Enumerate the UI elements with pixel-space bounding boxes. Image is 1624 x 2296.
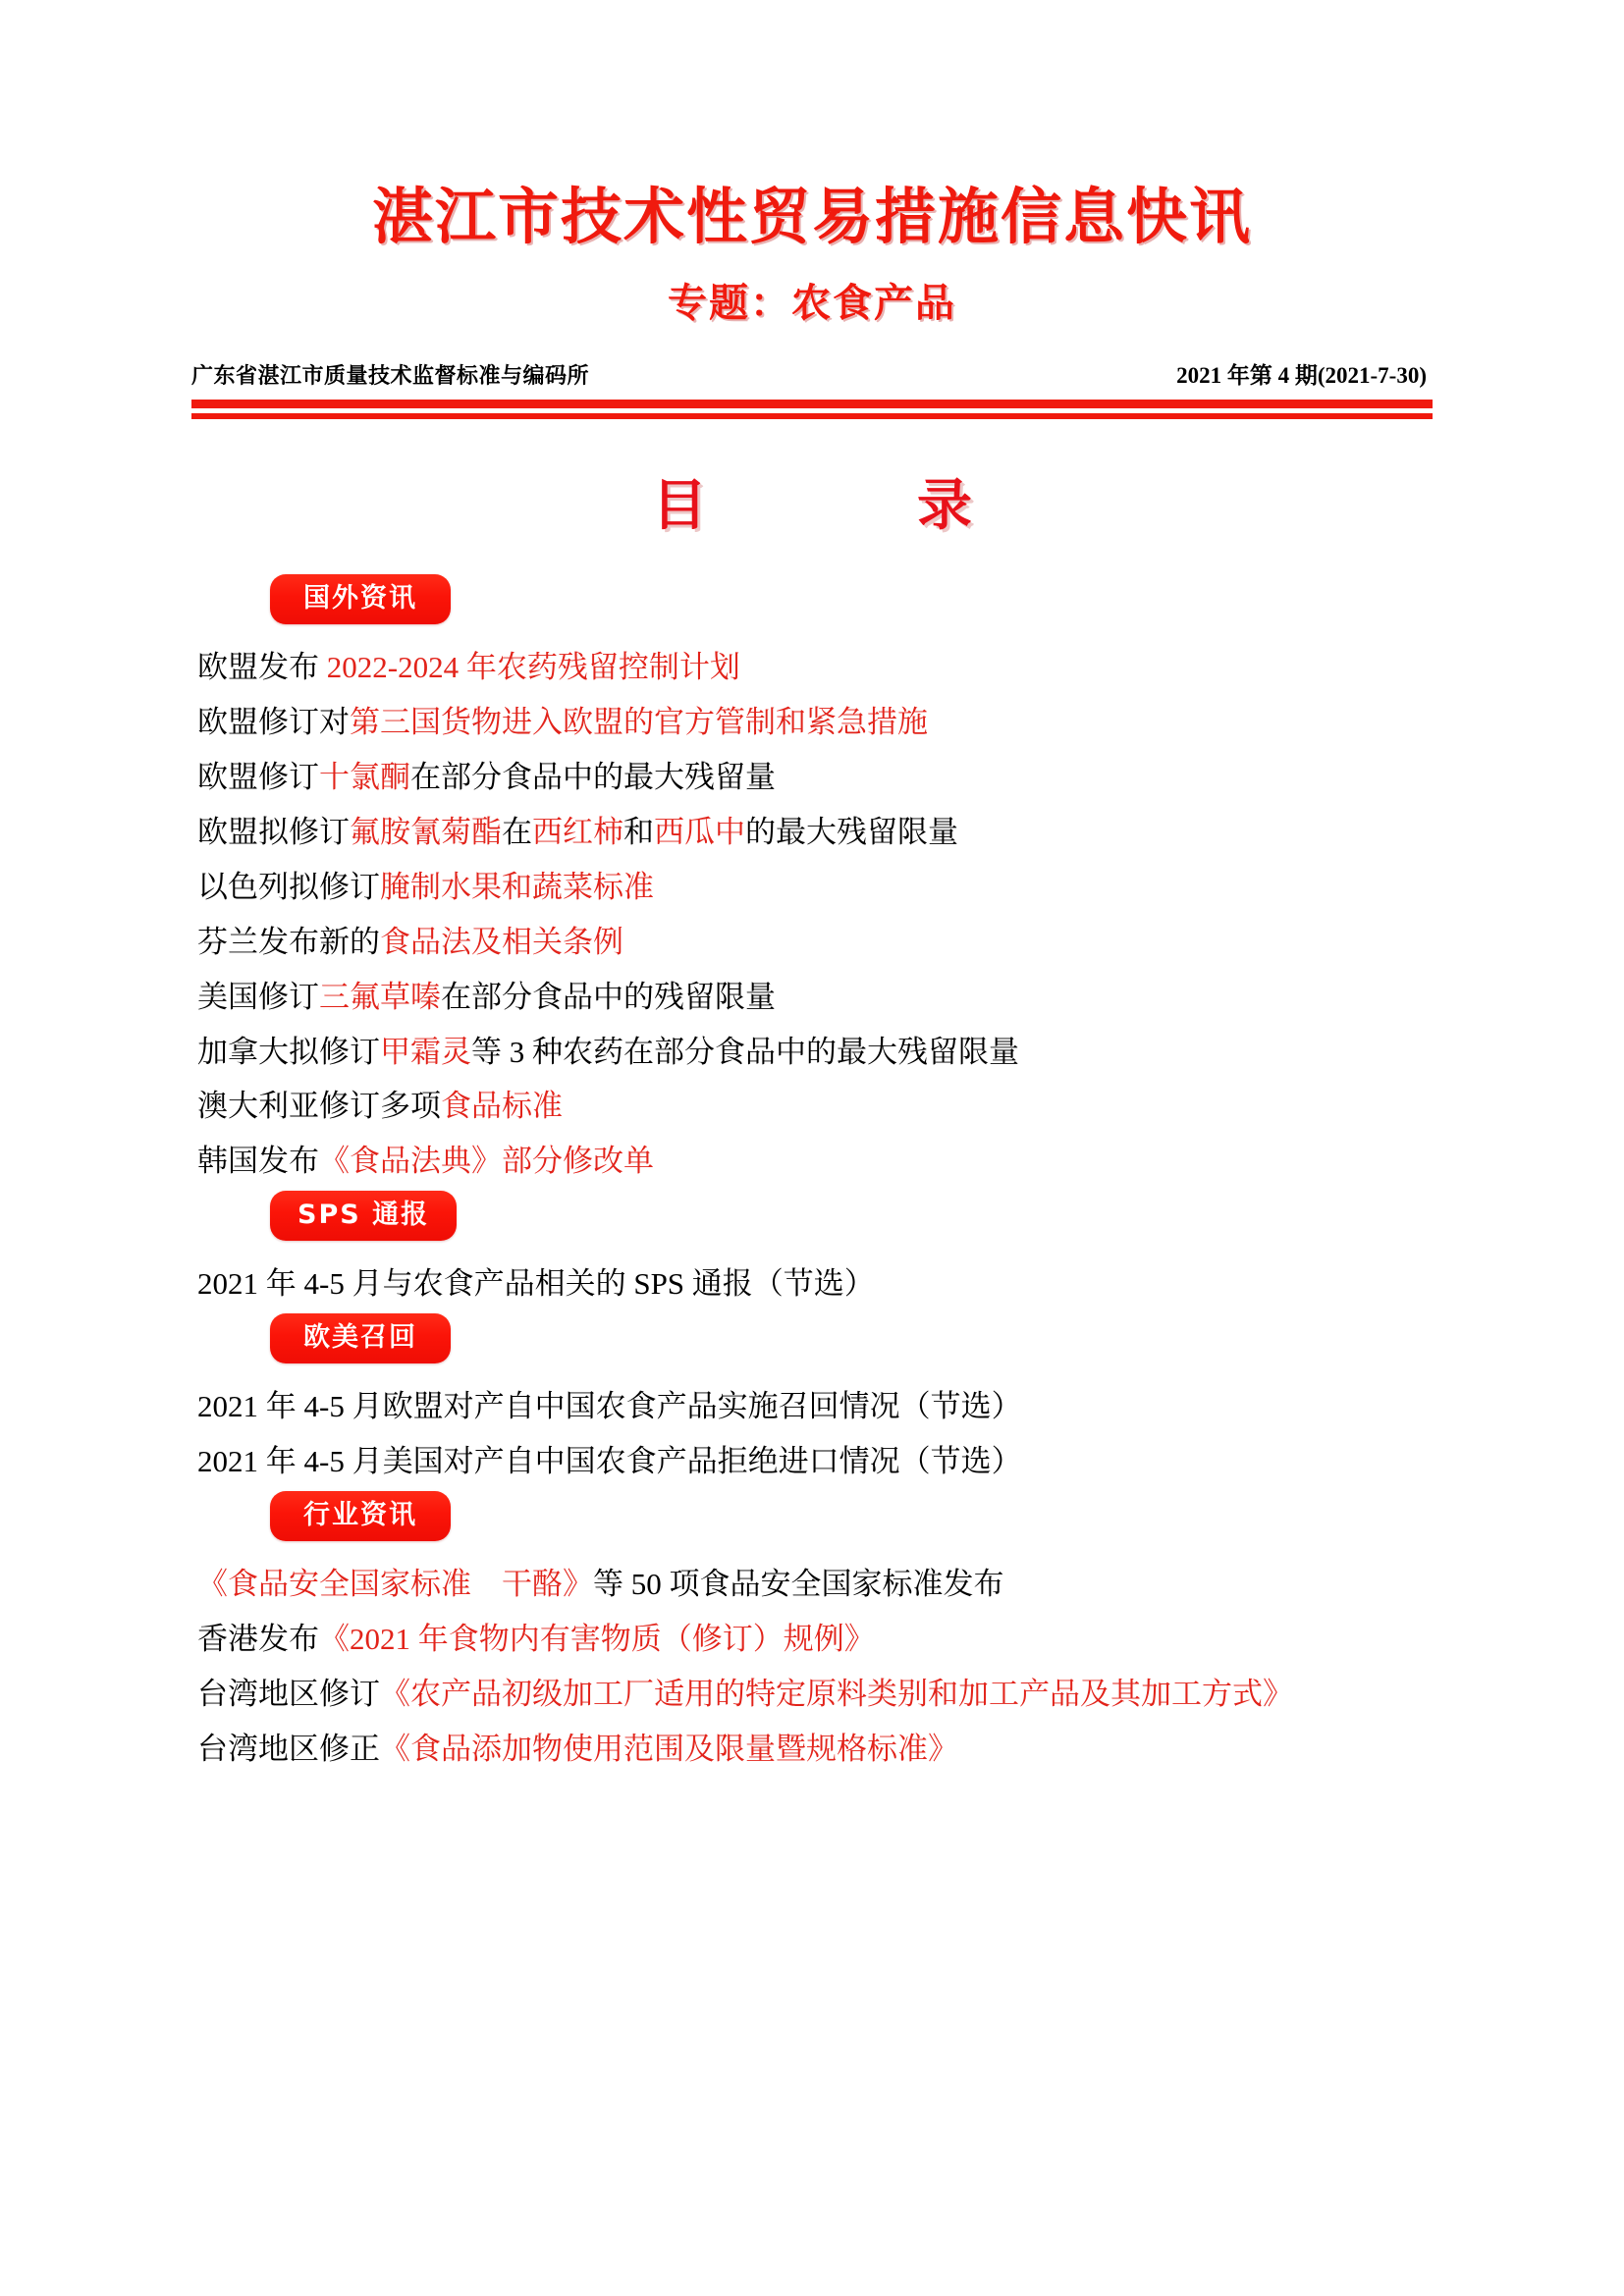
divider-rule-thin (191, 413, 1433, 419)
section-badge-row (191, 574, 1433, 624)
issue-bar (191, 357, 1433, 390)
entry-plain-text: 欧盟修订 (197, 760, 319, 795)
toc-entry-list (191, 640, 1433, 1189)
entry-plain-text: 台湾地区修正 (197, 1731, 380, 1766)
entry-highlight-text: 食品标准 (441, 1089, 563, 1124)
masthead (0, 0, 1624, 328)
entry-highlight-text: 《农产品初级加工厂适用的特定原料类别和加工产品及其加工方式》 (380, 1676, 1293, 1711)
entry-highlight-text: 第三国货物进入欧盟的官方管制和紧急措施 (350, 705, 928, 740)
toc-entry-list (191, 1557, 1433, 1777)
toc-section (191, 1491, 1433, 1777)
section-badge-row (191, 1313, 1433, 1363)
section-badge-row (191, 1491, 1433, 1541)
toc-entry[interactable] (191, 1134, 1433, 1189)
toc-content (191, 541, 1433, 1776)
section-badge[interactable]: 国外资讯 (270, 574, 451, 624)
entry-plain-text: 加拿大拟修订 (197, 1034, 380, 1069)
entry-highlight-text: 《2021 年食物内有害物质（修订）规例》 (319, 1621, 875, 1656)
section-badge-row (191, 1191, 1433, 1241)
section-badge[interactable]: 行业资讯 (270, 1491, 451, 1541)
toc-entry[interactable] (191, 1256, 1433, 1311)
entry-highlight-text: 西红柿 (532, 815, 623, 850)
entry-plain-text: 芬兰发布新的 (197, 924, 380, 959)
entry-highlight-text: 《食品法典》部分修改单 (319, 1144, 654, 1179)
entry-plain-text: 的最大残留限量 (745, 815, 958, 850)
entry-plain-text: 在部分食品中的残留限量 (441, 979, 776, 1014)
toc-entry[interactable] (191, 1612, 1433, 1667)
toc-entry[interactable] (191, 1079, 1433, 1134)
entry-plain-text: 韩国发布 (197, 1144, 319, 1179)
toc-entry[interactable] (191, 1667, 1433, 1722)
section-badge[interactable]: 欧美召回 (270, 1313, 451, 1363)
entry-highlight-text: 食品法及相关条例 (380, 924, 623, 959)
toc-entry[interactable] (191, 1379, 1433, 1434)
toc-entry[interactable] (191, 1025, 1433, 1080)
entry-plain-text: 澳大利亚修订多项 (197, 1089, 441, 1124)
entry-plain-text: 在部分食品中的最大残留量 (410, 760, 776, 795)
entry-highlight-text: 腌制水果和蔬菜标准 (380, 869, 654, 904)
entry-highlight-text: 氟胺氰菊酯 (350, 815, 502, 850)
entry-highlight-text: 甲霜灵 (380, 1034, 471, 1069)
issue-number-label: 2021 年第 4 期(2021-7-30) (1176, 363, 1427, 389)
toc-entry[interactable] (191, 1557, 1433, 1612)
entry-plain-text: 等 50 项食品安全国家标准发布 (593, 1567, 1004, 1601)
entry-highlight-text: 《食品添加物使用范围及限量暨规格标准》 (380, 1731, 958, 1766)
entry-highlight-text: 西瓜中 (654, 815, 745, 850)
entry-highlight-text: 《食品安全国家标准 干酪》 (197, 1567, 593, 1601)
entry-plain-text: 香港发布 (197, 1621, 319, 1656)
entry-highlight-text: 2022-2024 年农药残留控制计划 (326, 650, 740, 685)
toc-entry[interactable] (191, 640, 1433, 695)
toc-heading: 目 录 (652, 476, 1005, 538)
page-subtitle: 专题：农食产品 (668, 281, 956, 327)
toc-section (191, 574, 1433, 1189)
entry-plain-text: 和 (623, 815, 654, 850)
toc-entry[interactable] (191, 860, 1433, 915)
entry-plain-text: 2021 年 4-5 月与农食产品相关的 SPS 通报（节选） (197, 1266, 875, 1302)
entry-plain-text: 以色列拟修订 (197, 869, 380, 904)
entry-plain-text: 欧盟修订对 (197, 705, 350, 740)
toc-entry[interactable] (191, 805, 1433, 860)
toc-entry[interactable] (191, 695, 1433, 750)
entry-plain-text: 等 3 种农药在部分食品中的最大残留限量 (471, 1034, 1019, 1069)
toc-section (191, 1313, 1433, 1489)
issuer-label: 广东省湛江市质量技术监督标准与编码所 (191, 364, 590, 390)
divider-rule-thick (191, 400, 1433, 408)
toc-entry[interactable] (191, 1434, 1433, 1489)
sections-container (191, 574, 1433, 1776)
entry-plain-text: 台湾地区修订 (197, 1676, 380, 1711)
toc-entry[interactable] (191, 970, 1433, 1025)
toc-entry-list (191, 1379, 1433, 1489)
entry-highlight-text: 十氯酮 (319, 760, 410, 795)
section-badge[interactable]: SPS 通报 (270, 1191, 457, 1241)
entry-plain-text: 美国修订 (197, 979, 319, 1014)
page-title: 湛江市技术性贸易措施信息快讯 (371, 181, 1252, 252)
toc-entry-list (191, 1256, 1433, 1311)
header-divider (191, 400, 1433, 419)
entry-plain-text: 2021 年 4-5 月美国对产自中国农食产品拒绝进口情况（节选） (197, 1444, 1022, 1479)
toc-entry[interactable] (191, 1722, 1433, 1777)
entry-plain-text: 2021 年 4-5 月欧盟对产自中国农食产品实施召回情况（节选） (197, 1389, 1022, 1424)
entry-highlight-text: 三氟草嗪 (319, 979, 441, 1014)
toc-entry[interactable] (191, 915, 1433, 970)
toc-entry[interactable] (191, 750, 1433, 805)
entry-plain-text: 在 (502, 815, 532, 850)
entry-plain-text: 欧盟拟修订 (197, 815, 350, 850)
toc-section (191, 1191, 1433, 1311)
entry-plain-text: 欧盟发布 (197, 650, 327, 685)
